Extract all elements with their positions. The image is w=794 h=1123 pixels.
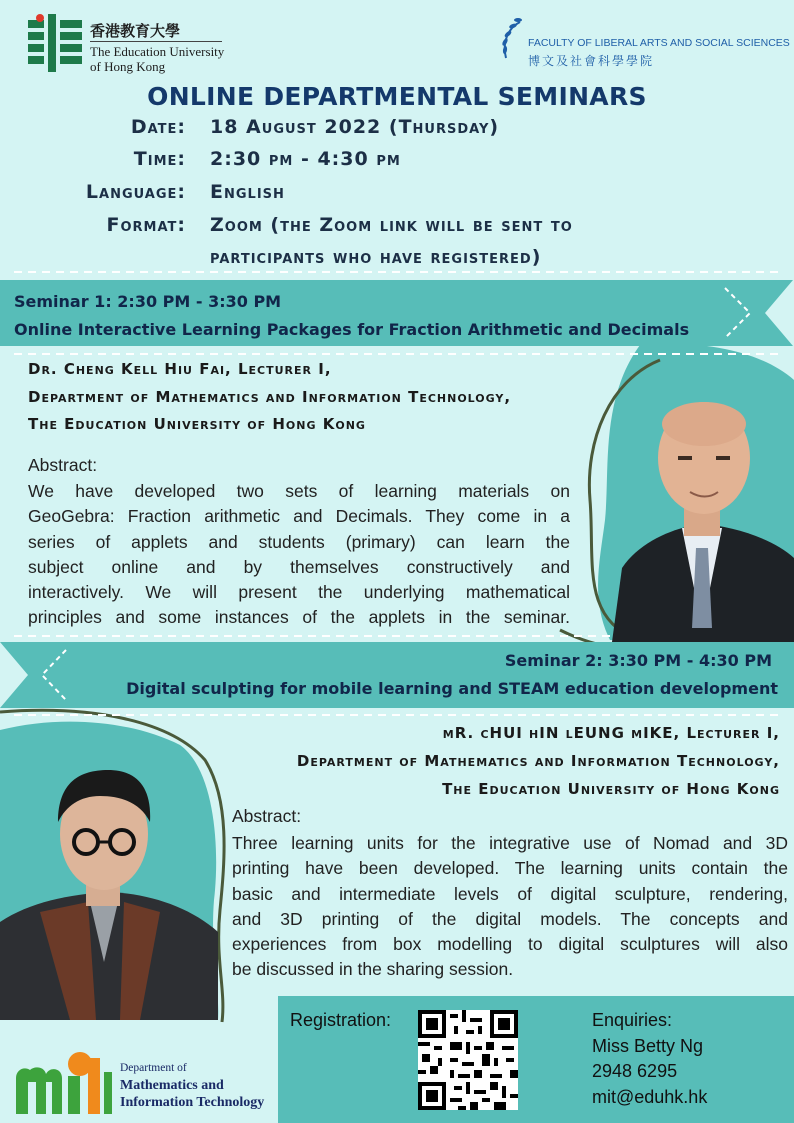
contact-phone: 2948 6295 [592, 1061, 678, 1081]
abstract-line: subject online and by themselves constructively and [28, 556, 570, 577]
registration-label: Registration: [290, 1010, 392, 1030]
abstract-line: experiences from box modelling to digital sculptures will also [232, 934, 788, 955]
enquiries-label: Enquiries: [592, 1010, 673, 1030]
speaker2-photo [0, 762, 218, 1020]
seminar2-abstract-label: Abstract: [232, 806, 302, 826]
language-value: English [210, 181, 285, 203]
seminar1-title: Online Interactive Learning Packages for Fraction Arithmetic and Decimals [14, 320, 690, 339]
faculty-name-chinese: 博文及社會科學學院 [528, 54, 655, 68]
banner-ribbon-end [695, 280, 793, 346]
mit-department-logo [14, 1048, 118, 1114]
seminar1-speaker-line2: Department of Mathematics and Information Technology, [28, 388, 512, 406]
abstract-line: We have developed two sets of learning materials on [28, 481, 570, 501]
faculty-name-english: FACULTY OF LIBERAL ARTS AND SOCIAL SCIENCES [528, 37, 790, 49]
university-logo [28, 14, 84, 72]
divider [90, 41, 222, 42]
seminar2-speaker-line3: The Education University of Hong Kong [442, 780, 780, 798]
page-title: ONLINE DEPARTMENTAL SEMINARS [147, 82, 647, 111]
university-name-english-line2: of Hong Kong [90, 59, 166, 74]
abstract-line: Three learning units for the integrative use of Nomad and 3D [232, 833, 788, 853]
department-logo-line1: Department of [120, 1062, 187, 1074]
abstract-line: GeoGebra: Fraction arithmetic and Decimals. They come in a [28, 506, 570, 527]
department-logo-line3: Information Technology [120, 1095, 265, 1110]
speaker1-photo [612, 398, 794, 642]
seminar1-speaker-line1: Dr. Cheng Kell Hiu Fai, Lecturer I, [28, 360, 332, 378]
seminar2-abstract [232, 831, 788, 983]
format-value-line2: participants who have registered) [210, 246, 542, 268]
abstract-line: interactively. We will present the underlying mathematical [28, 582, 570, 603]
university-name-chinese: 香港教育大學 [90, 22, 181, 40]
seminar1-abstract [28, 479, 570, 631]
registration-qr-code[interactable] [418, 1010, 518, 1110]
seminar2-speaker-line1: mR. cHUI hIN lEUNG mIKE, Lecturer I, [442, 724, 780, 742]
seminar1-speaker-line3: The Education University of Hong Kong [28, 415, 366, 433]
abstract-line: and 3D printing of the digital models. The concepts and [232, 908, 788, 929]
date-label: Date: [130, 116, 186, 138]
time-label: Time: [133, 148, 186, 170]
date-value: 18 August 2022 (Thursday) [210, 116, 500, 138]
faculty-laurel-icon [498, 14, 528, 72]
seminar2-time: Seminar 2: 3:30 PM - 4:30 PM [504, 651, 772, 670]
abstract-line: printing have been developed. The learning units contain the [232, 858, 788, 879]
language-label: Language: [85, 181, 186, 203]
university-name-english-line1: The Education University [90, 44, 225, 59]
seminar1-abstract-label: Abstract: [28, 455, 98, 475]
abstract-line: principles and some instances of the applets in the seminar. [28, 607, 570, 628]
seminar2-title: Digital sculpting for mobile learning and STEAM education development [126, 679, 778, 698]
abstract-line: series of applets and students (primary) can learn the [28, 531, 570, 552]
format-label: Format: [106, 214, 186, 236]
time-value: 2:30 pm - 4:30 pm [210, 148, 401, 170]
seminar1-time: Seminar 1: 2:30 PM - 3:30 PM [14, 292, 282, 311]
seminar2-speaker-line2: Department of Mathematics and Information Technology, [296, 752, 780, 770]
abstract-line: basic and intermediate levels of digital sculpture, rendering, [232, 883, 788, 904]
contact-name: Miss Betty Ng [592, 1036, 704, 1056]
abstract-line: be discussed in the sharing session. [232, 959, 514, 980]
format-value-line1: Zoom (the Zoom link will be sent to [210, 214, 573, 236]
department-logo-line2: Mathematics and [120, 1078, 224, 1093]
banner-ribbon-end [0, 642, 100, 708]
contact-email[interactable]: mit@eduhk.hk [592, 1087, 708, 1107]
